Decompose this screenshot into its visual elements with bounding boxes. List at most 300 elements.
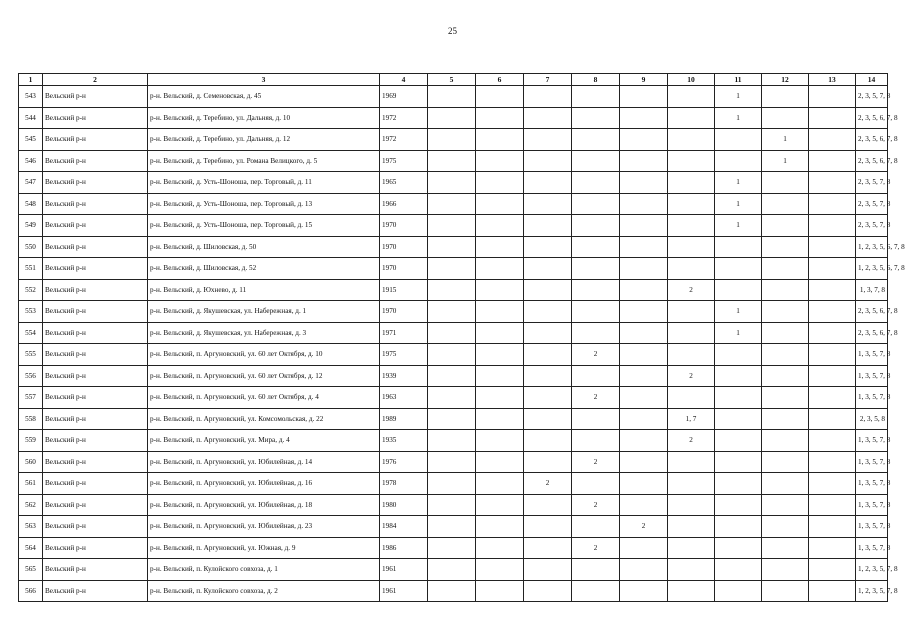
cell-address: р-н. Вельский, д. Теребино, ул. Дальняя, д. 10 [148, 107, 380, 129]
cell-year: 1984 [380, 516, 428, 538]
cell-col-7 [524, 387, 572, 409]
table-row [19, 322, 888, 344]
cell-col-9 [620, 236, 668, 258]
cell-number: 554 [19, 322, 43, 344]
cell-col-7 [524, 365, 572, 387]
table-row [19, 408, 888, 430]
cell-col-7 [524, 408, 572, 430]
cell-col-6 [476, 494, 524, 516]
cell-district: Вельский р-н [43, 86, 148, 108]
cell-col-6 [476, 150, 524, 172]
cell-address: р-н. Вельский, п. Аргуновский, ул. 60 лет Октября, д. 4 [148, 387, 380, 409]
column-header: 10 [668, 74, 715, 86]
cell-col-11 [715, 236, 762, 258]
cell-col-12: 1 [762, 129, 809, 151]
cell-number: 552 [19, 279, 43, 301]
cell-col-5 [428, 580, 476, 602]
cell-year: 1966 [380, 193, 428, 215]
cell-col-9 [620, 279, 668, 301]
cell-col-10 [668, 129, 715, 151]
cell-col-9 [620, 559, 668, 581]
cell-col-10 [668, 86, 715, 108]
cell-col-8 [572, 279, 620, 301]
cell-col-10: 2 [668, 365, 715, 387]
cell-col-14: 2, 3, 5, 7, 8 [856, 86, 888, 108]
table-body [19, 86, 905, 602]
cell-address: р-н. Вельский, д. Якушевская, ул. Набережная, д. 3 [148, 322, 380, 344]
cell-col-9 [620, 408, 668, 430]
cell-col-13 [809, 430, 856, 452]
cell-number: 551 [19, 258, 43, 280]
cell-col-11 [715, 537, 762, 559]
cell-col-11: 1 [715, 215, 762, 237]
cell-col-6 [476, 430, 524, 452]
cell-year: 1970 [380, 258, 428, 280]
cell-col-9 [620, 215, 668, 237]
cell-col-8 [572, 516, 620, 538]
cell-col-11 [715, 516, 762, 538]
cell-col-10 [668, 215, 715, 237]
column-header: 2 [43, 74, 148, 86]
cell-col-7 [524, 494, 572, 516]
cell-col-7 [524, 279, 572, 301]
cell-col-6 [476, 580, 524, 602]
table-row [19, 279, 888, 301]
page-number: 25 [448, 26, 457, 36]
cell-col-10 [668, 387, 715, 409]
cell-col-11: 1 [715, 172, 762, 194]
cell-col-14: 2, 3, 5, 8 [856, 408, 888, 430]
cell-col-11: 1 [715, 86, 762, 108]
cell-col-5 [428, 473, 476, 495]
cell-col-7 [524, 516, 572, 538]
cell-col-14: 2, 3, 5, 7, 8 [856, 193, 888, 215]
cell-number: 548 [19, 193, 43, 215]
cell-year: 1972 [380, 107, 428, 129]
cell-col-14: 1, 3, 5, 7, 8 [856, 473, 888, 495]
cell-col-5 [428, 516, 476, 538]
cell-col-14: 2, 3, 5, 6, 7, 8 [856, 129, 888, 151]
cell-district: Вельский р-н [43, 150, 148, 172]
cell-district: Вельский р-н [43, 236, 148, 258]
cell-col-6 [476, 279, 524, 301]
cell-col-8 [572, 193, 620, 215]
cell-col-9 [620, 107, 668, 129]
cell-col-11: 1 [715, 322, 762, 344]
cell-address: р-н. Вельский, п. Кулойского совхоза, д. 2 [148, 580, 380, 602]
cell-col-14: 1, 3, 5, 7, 8 [856, 451, 888, 473]
cell-col-9 [620, 451, 668, 473]
cell-col-12 [762, 408, 809, 430]
cell-col-6 [476, 322, 524, 344]
cell-col-10 [668, 537, 715, 559]
cell-number: 544 [19, 107, 43, 129]
cell-col-7 [524, 107, 572, 129]
cell-address: р-н. Вельский, п. Аргуновский, ул. Юбилейная, д. 18 [148, 494, 380, 516]
cell-col-7 [524, 258, 572, 280]
cell-col-8 [572, 473, 620, 495]
cell-col-11 [715, 258, 762, 280]
cell-number: 555 [19, 344, 43, 366]
cell-col-7: 2 [524, 473, 572, 495]
cell-col-12 [762, 86, 809, 108]
cell-col-6 [476, 172, 524, 194]
table-row [19, 236, 888, 258]
cell-col-10 [668, 559, 715, 581]
cell-col-5 [428, 494, 476, 516]
cell-col-13 [809, 129, 856, 151]
cell-address: р-н. Вельский, п. Аргуновский, ул. 60 лет Октября, д. 12 [148, 365, 380, 387]
cell-col-8: 2 [572, 344, 620, 366]
cell-col-8 [572, 86, 620, 108]
cell-col-9 [620, 537, 668, 559]
cell-col-7 [524, 236, 572, 258]
cell-col-7 [524, 451, 572, 473]
column-header: 6 [476, 74, 524, 86]
cell-address: р-н. Вельский, п. Аргуновский, ул. Южная, д. 9 [148, 537, 380, 559]
cell-number: 556 [19, 365, 43, 387]
cell-col-9 [620, 387, 668, 409]
cell-district: Вельский р-н [43, 387, 148, 409]
cell-number: 560 [19, 451, 43, 473]
column-header: 5 [428, 74, 476, 86]
cell-col-11 [715, 408, 762, 430]
cell-col-14: 1, 3, 5, 7, 8 [856, 537, 888, 559]
cell-district: Вельский р-н [43, 451, 148, 473]
cell-col-12 [762, 494, 809, 516]
cell-col-5 [428, 451, 476, 473]
cell-col-6 [476, 107, 524, 129]
cell-col-8 [572, 580, 620, 602]
cell-col-5 [428, 193, 476, 215]
cell-col-7 [524, 559, 572, 581]
cell-col-8 [572, 408, 620, 430]
cell-col-12 [762, 473, 809, 495]
cell-col-6 [476, 473, 524, 495]
cell-col-6 [476, 129, 524, 151]
cell-district: Вельский р-н [43, 516, 148, 538]
cell-col-13 [809, 258, 856, 280]
cell-col-12 [762, 301, 809, 323]
cell-address: р-н. Вельский, д. Семеновская, д. 45 [148, 86, 380, 108]
cell-col-14: 2, 3, 5, 6, 7, 8 [856, 301, 888, 323]
cell-col-13 [809, 193, 856, 215]
cell-col-14: 1, 2, 3, 5, 6, 7, 8 [856, 236, 888, 258]
cell-address: р-н. Вельский, п. Кулойского совхоза, д. 1 [148, 559, 380, 581]
cell-col-12 [762, 516, 809, 538]
cell-col-10 [668, 494, 715, 516]
cell-col-12: 1 [762, 150, 809, 172]
cell-col-8 [572, 215, 620, 237]
cell-col-10 [668, 322, 715, 344]
cell-col-14: 1, 3, 5, 7, 8 [856, 494, 888, 516]
cell-number: 549 [19, 215, 43, 237]
cell-address: р-н. Вельский, п. Аргуновский, ул. Комсомольская, д. 22 [148, 408, 380, 430]
cell-col-13 [809, 365, 856, 387]
cell-col-9 [620, 580, 668, 602]
cell-col-9 [620, 258, 668, 280]
cell-col-11 [715, 473, 762, 495]
cell-col-11: 1 [715, 107, 762, 129]
cell-col-6 [476, 537, 524, 559]
cell-col-10 [668, 516, 715, 538]
table-row [19, 301, 888, 323]
cell-year: 1970 [380, 301, 428, 323]
cell-year: 1970 [380, 236, 428, 258]
cell-col-6 [476, 365, 524, 387]
cell-col-13 [809, 387, 856, 409]
cell-col-13 [809, 172, 856, 194]
table-row [19, 150, 888, 172]
cell-col-12 [762, 580, 809, 602]
cell-year: 1972 [380, 129, 428, 151]
cell-col-10 [668, 236, 715, 258]
column-header: 7 [524, 74, 572, 86]
cell-col-14: 1, 2, 3, 5, 7, 8 [856, 559, 888, 581]
cell-address: р-н. Вельский, д. Шиловская, д. 50 [148, 236, 380, 258]
cell-col-6 [476, 193, 524, 215]
cell-year: 1975 [380, 344, 428, 366]
cell-address: р-н. Вельский, д. Якушевская, ул. Набережная, д. 1 [148, 301, 380, 323]
cell-year: 1980 [380, 494, 428, 516]
column-header: 4 [380, 74, 428, 86]
cell-number: 546 [19, 150, 43, 172]
cell-number: 562 [19, 494, 43, 516]
cell-district: Вельский р-н [43, 258, 148, 280]
cell-col-8 [572, 258, 620, 280]
cell-year: 1961 [380, 559, 428, 581]
cell-number: 559 [19, 430, 43, 452]
cell-year: 1976 [380, 451, 428, 473]
cell-col-5 [428, 430, 476, 452]
cell-col-8 [572, 236, 620, 258]
cell-col-11: 1 [715, 193, 762, 215]
table-row [19, 559, 888, 581]
cell-col-5 [428, 215, 476, 237]
cell-district: Вельский р-н [43, 365, 148, 387]
cell-col-9 [620, 193, 668, 215]
cell-year: 1963 [380, 387, 428, 409]
cell-year: 1989 [380, 408, 428, 430]
cell-number: 557 [19, 387, 43, 409]
table-row [19, 473, 888, 495]
cell-number: 564 [19, 537, 43, 559]
cell-col-9 [620, 430, 668, 452]
cell-col-11 [715, 387, 762, 409]
cell-col-5 [428, 129, 476, 151]
table-row [19, 365, 888, 387]
cell-year: 1965 [380, 172, 428, 194]
cell-col-9 [620, 301, 668, 323]
cell-district: Вельский р-н [43, 129, 148, 151]
cell-col-9 [620, 494, 668, 516]
cell-number: 558 [19, 408, 43, 430]
column-header: 9 [620, 74, 668, 86]
cell-col-12 [762, 451, 809, 473]
cell-district: Вельский р-н [43, 430, 148, 452]
cell-year: 1978 [380, 473, 428, 495]
cell-col-12 [762, 193, 809, 215]
cell-col-10 [668, 301, 715, 323]
cell-col-11 [715, 430, 762, 452]
cell-col-5 [428, 387, 476, 409]
cell-address: р-н. Вельский, д. Усть-Шоноша, пер. Торговый, д. 15 [148, 215, 380, 237]
table-row [19, 494, 888, 516]
cell-year: 1935 [380, 430, 428, 452]
cell-col-14: 2, 3, 5, 7, 8 [856, 172, 888, 194]
cell-col-8 [572, 365, 620, 387]
cell-col-5 [428, 236, 476, 258]
cell-col-8: 2 [572, 387, 620, 409]
cell-col-11 [715, 494, 762, 516]
cell-col-14: 1, 3, 5, 7, 8 [856, 430, 888, 452]
cell-district: Вельский р-н [43, 473, 148, 495]
cell-col-13 [809, 86, 856, 108]
cell-col-8: 2 [572, 451, 620, 473]
cell-col-6 [476, 215, 524, 237]
cell-col-6 [476, 408, 524, 430]
cell-col-11 [715, 129, 762, 151]
cell-col-12 [762, 430, 809, 452]
cell-address: р-н. Вельский, д. Теребино, ул. Дальняя, д. 12 [148, 129, 380, 151]
cell-col-9 [620, 150, 668, 172]
cell-col-14: 1, 3, 7, 8 [856, 279, 888, 301]
cell-col-10 [668, 172, 715, 194]
cell-col-13 [809, 559, 856, 581]
cell-col-8 [572, 430, 620, 452]
cell-col-11 [715, 580, 762, 602]
cell-col-13 [809, 494, 856, 516]
cell-address: р-н. Вельский, п. Аргуновский, ул. Мира, д. 4 [148, 430, 380, 452]
cell-col-5 [428, 279, 476, 301]
cell-year: 1975 [380, 150, 428, 172]
cell-number: 553 [19, 301, 43, 323]
cell-col-12 [762, 215, 809, 237]
column-header: 3 [148, 74, 380, 86]
cell-col-13 [809, 150, 856, 172]
table-row [19, 387, 888, 409]
cell-col-14: 1, 3, 5, 7, 8 [856, 516, 888, 538]
cell-col-7 [524, 301, 572, 323]
cell-col-11 [715, 344, 762, 366]
cell-col-13 [809, 451, 856, 473]
cell-district: Вельский р-н [43, 107, 148, 129]
cell-col-7 [524, 172, 572, 194]
cell-district: Вельский р-н [43, 215, 148, 237]
cell-col-14: 1, 3, 5, 7, 8 [856, 365, 888, 387]
cell-col-8 [572, 172, 620, 194]
cell-col-8: 2 [572, 494, 620, 516]
cell-col-14: 1, 3, 5, 7, 8 [856, 344, 888, 366]
cell-col-13 [809, 279, 856, 301]
cell-district: Вельский р-н [43, 322, 148, 344]
cell-address: р-н. Вельский, п. Аргуновский, ул. Юбилейная, д. 23 [148, 516, 380, 538]
cell-address: р-н. Вельский, п. Аргуновский, ул. Юбилейная, д. 16 [148, 473, 380, 495]
cell-year: 1961 [380, 580, 428, 602]
cell-col-6 [476, 451, 524, 473]
cell-district: Вельский р-н [43, 344, 148, 366]
cell-col-6 [476, 258, 524, 280]
cell-col-8 [572, 129, 620, 151]
cell-col-10 [668, 107, 715, 129]
cell-col-5 [428, 408, 476, 430]
cell-col-7 [524, 215, 572, 237]
cell-col-11: 1 [715, 301, 762, 323]
cell-address: р-н. Вельский, д. Усть-Шоноша, пер. Торговый, д. 11 [148, 172, 380, 194]
table-row [19, 430, 888, 452]
cell-col-13 [809, 236, 856, 258]
cell-col-14: 1, 2, 3, 5, 6, 7, 8 [856, 258, 888, 280]
column-header: 1 [19, 74, 43, 86]
cell-col-9 [620, 86, 668, 108]
cell-col-8 [572, 150, 620, 172]
cell-col-12 [762, 258, 809, 280]
cell-district: Вельский р-н [43, 537, 148, 559]
cell-col-10 [668, 344, 715, 366]
cell-col-10: 2 [668, 430, 715, 452]
column-header: 12 [762, 74, 809, 86]
cell-district: Вельский р-н [43, 494, 148, 516]
cell-col-13 [809, 301, 856, 323]
table-row [19, 580, 888, 602]
cell-col-5 [428, 301, 476, 323]
cell-col-5 [428, 559, 476, 581]
cell-col-5 [428, 322, 476, 344]
cell-col-9 [620, 473, 668, 495]
cell-year: 1970 [380, 215, 428, 237]
cell-district: Вельский р-н [43, 279, 148, 301]
column-header: 8 [572, 74, 620, 86]
cell-address: р-н. Вельский, п. Аргуновский, ул. Юбилейная, д. 14 [148, 451, 380, 473]
cell-col-13 [809, 322, 856, 344]
cell-col-13 [809, 516, 856, 538]
cell-number: 547 [19, 172, 43, 194]
cell-district: Вельский р-н [43, 408, 148, 430]
table-row [19, 537, 888, 559]
cell-col-9 [620, 344, 668, 366]
cell-col-8 [572, 301, 620, 323]
cell-col-14: 1, 3, 5, 7, 8 [856, 387, 888, 409]
cell-col-10 [668, 150, 715, 172]
cell-col-6 [476, 559, 524, 581]
cell-col-5 [428, 172, 476, 194]
cell-number: 543 [19, 86, 43, 108]
cell-number: 545 [19, 129, 43, 151]
cell-year: 1986 [380, 537, 428, 559]
cell-col-11 [715, 279, 762, 301]
cell-col-6 [476, 301, 524, 323]
cell-col-10 [668, 580, 715, 602]
cell-col-11 [715, 150, 762, 172]
cell-col-14: 2, 3, 5, 6, 7, 8 [856, 107, 888, 129]
cell-col-6 [476, 516, 524, 538]
cell-col-14: 2, 3, 5, 7, 8 [856, 215, 888, 237]
cell-district: Вельский р-н [43, 301, 148, 323]
column-header: 14 [856, 74, 888, 86]
cell-col-7 [524, 537, 572, 559]
cell-district: Вельский р-н [43, 559, 148, 581]
cell-col-13 [809, 580, 856, 602]
cell-col-12 [762, 236, 809, 258]
table-row [19, 129, 888, 151]
cell-col-8 [572, 322, 620, 344]
table-row [19, 86, 888, 108]
cell-year: 1969 [380, 86, 428, 108]
cell-col-9 [620, 322, 668, 344]
cell-col-12 [762, 559, 809, 581]
cell-col-6 [476, 86, 524, 108]
cell-col-12 [762, 172, 809, 194]
